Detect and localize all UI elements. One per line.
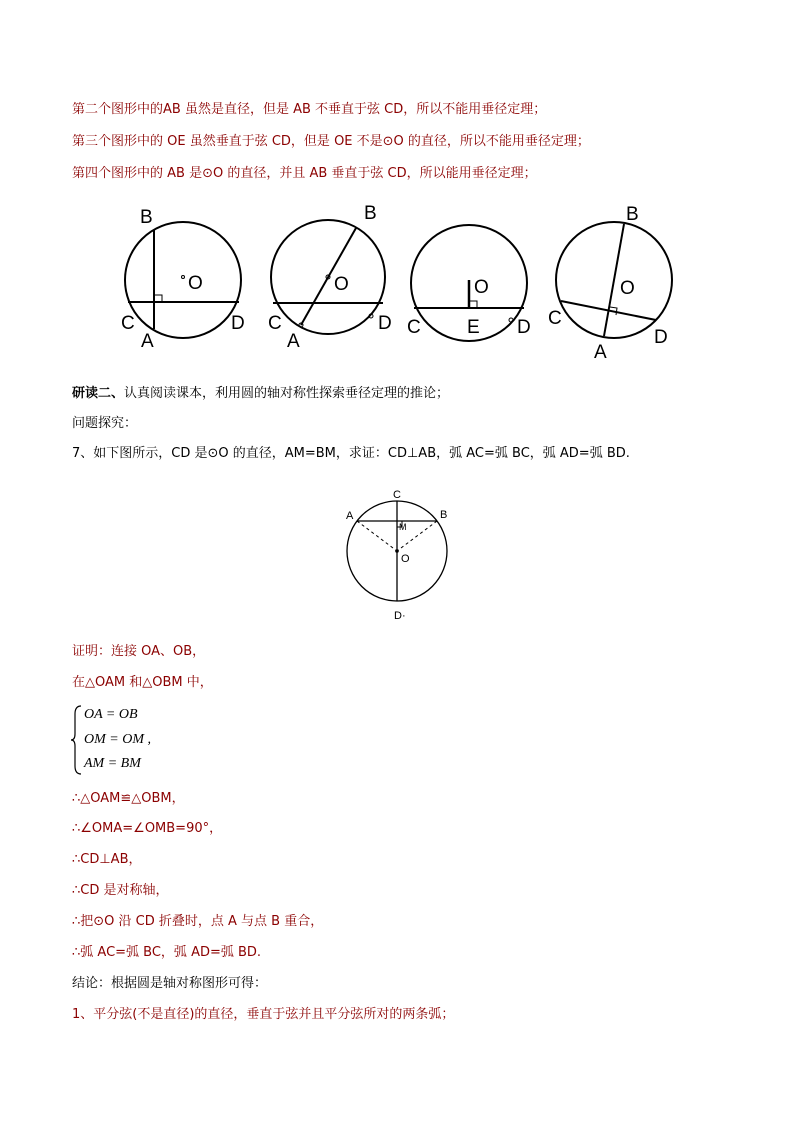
proof-step-1: ∴△OAM≌△OBM， <box>72 791 185 806</box>
fig4-label-B: B <box>626 204 639 225</box>
fig5-label-C: C <box>393 489 401 501</box>
proof-step-2: ∴∠OMA=∠OMB=90°， <box>72 821 223 836</box>
system-eq-3: AM = BM <box>84 756 141 771</box>
fig1-label-D: D <box>231 313 245 334</box>
fig4-label-D: D <box>654 327 668 348</box>
system-brace <box>70 704 84 776</box>
proof-step-3: ∴CD⊥AB， <box>72 852 142 867</box>
fig5-label-M: M <box>399 522 407 532</box>
fig3-label-D: D <box>517 317 531 338</box>
problem-statement: 7、如下图所示，CD 是⊙O 的直径，AM=BM，求证：CD⊥AB，弧 AC=弧 BC，弧 AD=弧 BD. <box>72 446 630 461</box>
fig4-label-A: A <box>594 342 607 363</box>
proof-step-6: ∴弧 AC=弧 BC，弧 AD=弧 BD. <box>72 945 262 960</box>
fig1-label-B: B <box>140 207 153 228</box>
proof-step-5: ∴把⊙O 沿 CD 折叠时，点 A 与点 B 重合， <box>72 914 324 929</box>
figure-1 <box>121 207 245 352</box>
fig2-label-O: O <box>334 274 349 295</box>
figure-problem-7 <box>320 485 480 625</box>
fig5-label-A: A <box>346 510 354 522</box>
fig4-label-C: C <box>548 308 562 329</box>
fig4-label-O: O <box>620 278 635 299</box>
conclusion-item-1: 1、平分弦(不是直径)的直径，垂直于弦并且平分弦所对的两条弧； <box>72 1007 455 1022</box>
proof-step-4: ∴CD 是对称轴， <box>72 883 169 898</box>
section-heading-bold: 研读二、 <box>72 386 125 401</box>
fig1-label-O: O <box>188 273 203 294</box>
proof-intro: 证明：连接 OA、OB， <box>72 644 206 659</box>
text-line-1: 第二个图形中的AB 虽然是直径，但是 AB 不垂直于弦 CD，所以不能用垂径定理； <box>72 102 547 117</box>
text-line-3: 第四个图形中的 AB 是⊙O 的直径，并且 AB 垂直于弦 CD，所以能用垂径定理； <box>72 166 537 181</box>
section-heading-rest: 认真阅读课本，利用圆的轴对称性探索垂径定理的推论； <box>124 386 450 401</box>
fig5-label-O: O <box>401 553 410 565</box>
fig2-label-B: B <box>364 203 377 224</box>
figure-4 <box>548 204 672 363</box>
explore-label: 问题探究： <box>72 416 138 431</box>
fig3-label-O: O <box>474 277 489 298</box>
fig3-label-E: E <box>467 317 480 338</box>
fig5-label-D: D· <box>394 610 406 622</box>
figure-3 <box>407 225 531 341</box>
text-line-2: 第三个图形中的 OE 虽然垂直于弦 CD，但是 OE 不是⊙O 的直径，所以不能用垂径定理； <box>72 134 590 149</box>
system-eq-1: OA = OB <box>84 707 138 722</box>
fig5-label-B: B <box>440 509 448 521</box>
fig3-label-C: C <box>407 317 421 338</box>
system-eq-2: OM = OM , <box>84 732 151 747</box>
figure-2 <box>268 203 392 352</box>
fig2-label-D: D <box>378 313 392 334</box>
proof-triangles: 在△OAM 和△OBM 中， <box>72 675 213 690</box>
conclusion-title: 结论：根据圆是轴对称图形可得： <box>72 976 268 991</box>
fig2-label-C: C <box>268 313 282 334</box>
fig1-label-C: C <box>121 313 135 334</box>
figures-four-circles <box>0 195 794 365</box>
fig2-label-A: A <box>287 331 300 352</box>
fig1-label-A: A <box>141 331 154 352</box>
section-heading <box>72 385 449 403</box>
